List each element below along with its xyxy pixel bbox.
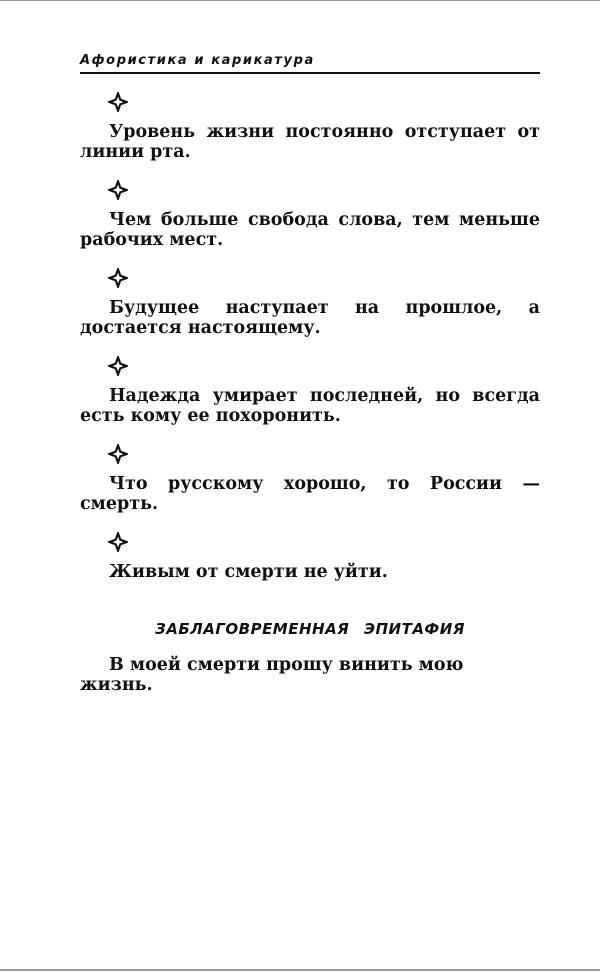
aphorism-2: Чем больше свобода слова, тем меньше рабочих мест. [80, 210, 540, 250]
aphorism-5: Что русскому хорошо, то России — смерть. [80, 474, 540, 514]
aphorism-6: Живым от смерти не уйти. [109, 562, 388, 582]
page-bottom-border [0, 969, 600, 971]
four-point-star-icon [108, 180, 128, 200]
aphorism-4: Надежда умирает последней, но всегда есть кому ее похоронить. [80, 386, 540, 426]
aphorism-1: Уровень жизни постоянно отступает от линии рта. [80, 122, 540, 162]
four-point-star-icon [108, 444, 128, 464]
section-heading: ЗАБЛАГОВРЕМЕННАЯ ЭПИТАФИЯ [155, 620, 465, 638]
epitaph-text: В моей смерти прошу винить мою жизнь. [80, 655, 464, 695]
four-point-star-icon [108, 92, 128, 112]
four-point-star-icon [108, 356, 128, 376]
four-point-star-icon [108, 532, 128, 552]
aphorism-3: Будущее наступает на прошлое, а достается настоящему. [80, 298, 540, 338]
running-header-title: Афористика и карикатура [80, 53, 315, 68]
four-point-star-icon [108, 268, 128, 288]
page-top-border [0, 0, 600, 1]
running-header [80, 50, 540, 74]
page-content [80, 92, 540, 695]
